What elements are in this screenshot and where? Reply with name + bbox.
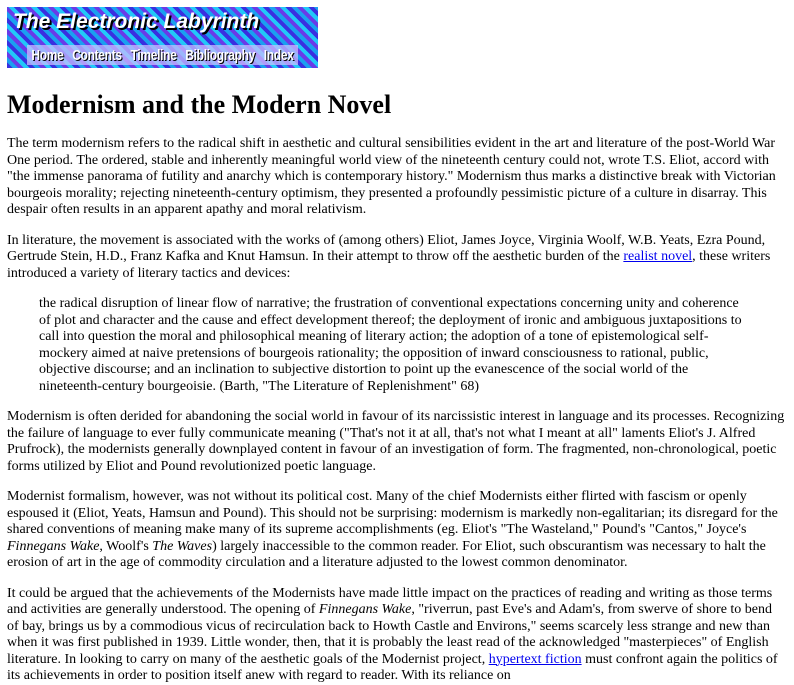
site-banner <box>7 7 318 68</box>
text: It could be argued that the achievements of the Modernists have made little impact on the practices of reading and writing as those terms and activities are generally understood. The opening of <box>7 585 773 617</box>
hypertext-fiction-link[interactable]: hypertext fiction <box>488 651 582 667</box>
barth-quote: the radical disruption of linear flow of narrative; the frustration of conventional expectations concerning unity and coherence of plot and character and the cause and effect development thereof; the deployment of ironic and ambiguous juxtapositions to call into question the moral and philosophical meaning of literary action; the adoption of a tone of epistemological self-mockery aimed at naive pretensions of bourgeois rationality; the opposition of inward consciousness to rational, public, objective discourse; and an inclination to subjective distortion to point up the evanescence of the social world of the nineteenth-century bourgeoisie. (Barth, "The Literature of Replenishment" 68) <box>39 296 742 394</box>
title-the-waves: The Waves <box>152 538 213 554</box>
nav-timeline[interactable]: Timeline <box>130 46 177 64</box>
text: ) largely inaccessible to the common reader. For Eliot, such obscurantism was necessary to halt the erosion of art in the age of commodity circulation and a literature adjusted to the lowest common denominator. <box>7 538 766 570</box>
paragraph-3: Modernism is often derided for abandoning the social world in favour of its narcissistic interest in language and its processes. Recognizing the failure of language to ever fully communicate meaning ("That's not it at all, that's not what I meant at all" laments Eliot's J. Alfred Prufrock), the modernists generally downplayed content in favour of an investigation of form. The fragmented, non-chronological, poetic forms utilized by Eliot and Pound revolutionized poetic language. <box>7 409 785 474</box>
nav-bar <box>27 45 298 65</box>
paragraph-4 <box>7 489 786 572</box>
nav-bibliography[interactable]: Bibliography <box>185 46 256 64</box>
paragraph-1: The term modernism refers to the radical shift in aesthetic and cultural sensibilities evident in the art and literature of the post-World War One period. The ordered, stable and inherently meaningful world view of the nineteenth century could not, wrote T.S. Eliot, accord with "the immense panorama of futility and anarchy which is contemporary history." Modernism thus marks a distinctive break with Victorian bourgeois morality; rejecting nineteenth-century optimism, they presented a profoundly pessimistic picture of a culture in disarray. This despair often results in an apparent apathy and moral relativism. <box>7 136 776 217</box>
nav-contents[interactable]: Contents <box>72 46 122 64</box>
text: , Woolf's <box>99 538 153 554</box>
text: , "riverrun, past Eve's and Adam's, from swerve of shore to bend of bay, brings us by a commodious vicus of recirculation back to Howth Castle and Environs," seems scarcely less strange and new than when it was first published in 1939. Little wonder, then, that it is probably the least read of the acknowledged "masterpieces" of English literature. In looking to carry on many of the aesthetic goals of the Modernist project, <box>7 602 773 667</box>
site-logo-title: The Electronic Labyrinth <box>13 10 260 33</box>
realist-novel-link[interactable]: realist novel <box>623 249 693 264</box>
text: In literature, the movement is associated with the works of (among others) Eliot, James Joyce, Virginia Woolf, W.B. Yeats, Ezra Pound, Gertrude Stein, H.D., Franz Kafka and Knut Hamsun. In their attempt to throw off the aesthetic burden of the <box>7 232 766 264</box>
text: must confront again the politics of its achievements in order to position itself anew with regard to reader. With its reliance on <box>7 651 778 683</box>
title-finnegans-wake: Finnegans Wake <box>318 602 412 617</box>
paragraph-5 <box>7 586 786 685</box>
text: , these writers introduced a variety of literary tactics and devices: <box>7 249 771 281</box>
page-title: Modernism and the Modern Novel <box>7 90 392 119</box>
paragraph-2 <box>7 233 786 283</box>
title-finnegans-wake: Finnegans Wake <box>7 538 100 554</box>
text: Modernist formalism, however, was not without its political cost. Many of the chief Modernists either flirted with fascism or openly espoused it (Eliot, Yeats, Hamsun and Pound). This should not be surprising: modernism is markedly non-egalitarian; its disregard for the shared conventions of meaning make many of its supreme accomplishments (eg. Eliot's "The Wasteland," Pound's "Cantos," Joyce's <box>7 489 778 537</box>
nav-home[interactable]: Home <box>31 46 64 64</box>
nav-index[interactable]: Index <box>263 46 294 64</box>
